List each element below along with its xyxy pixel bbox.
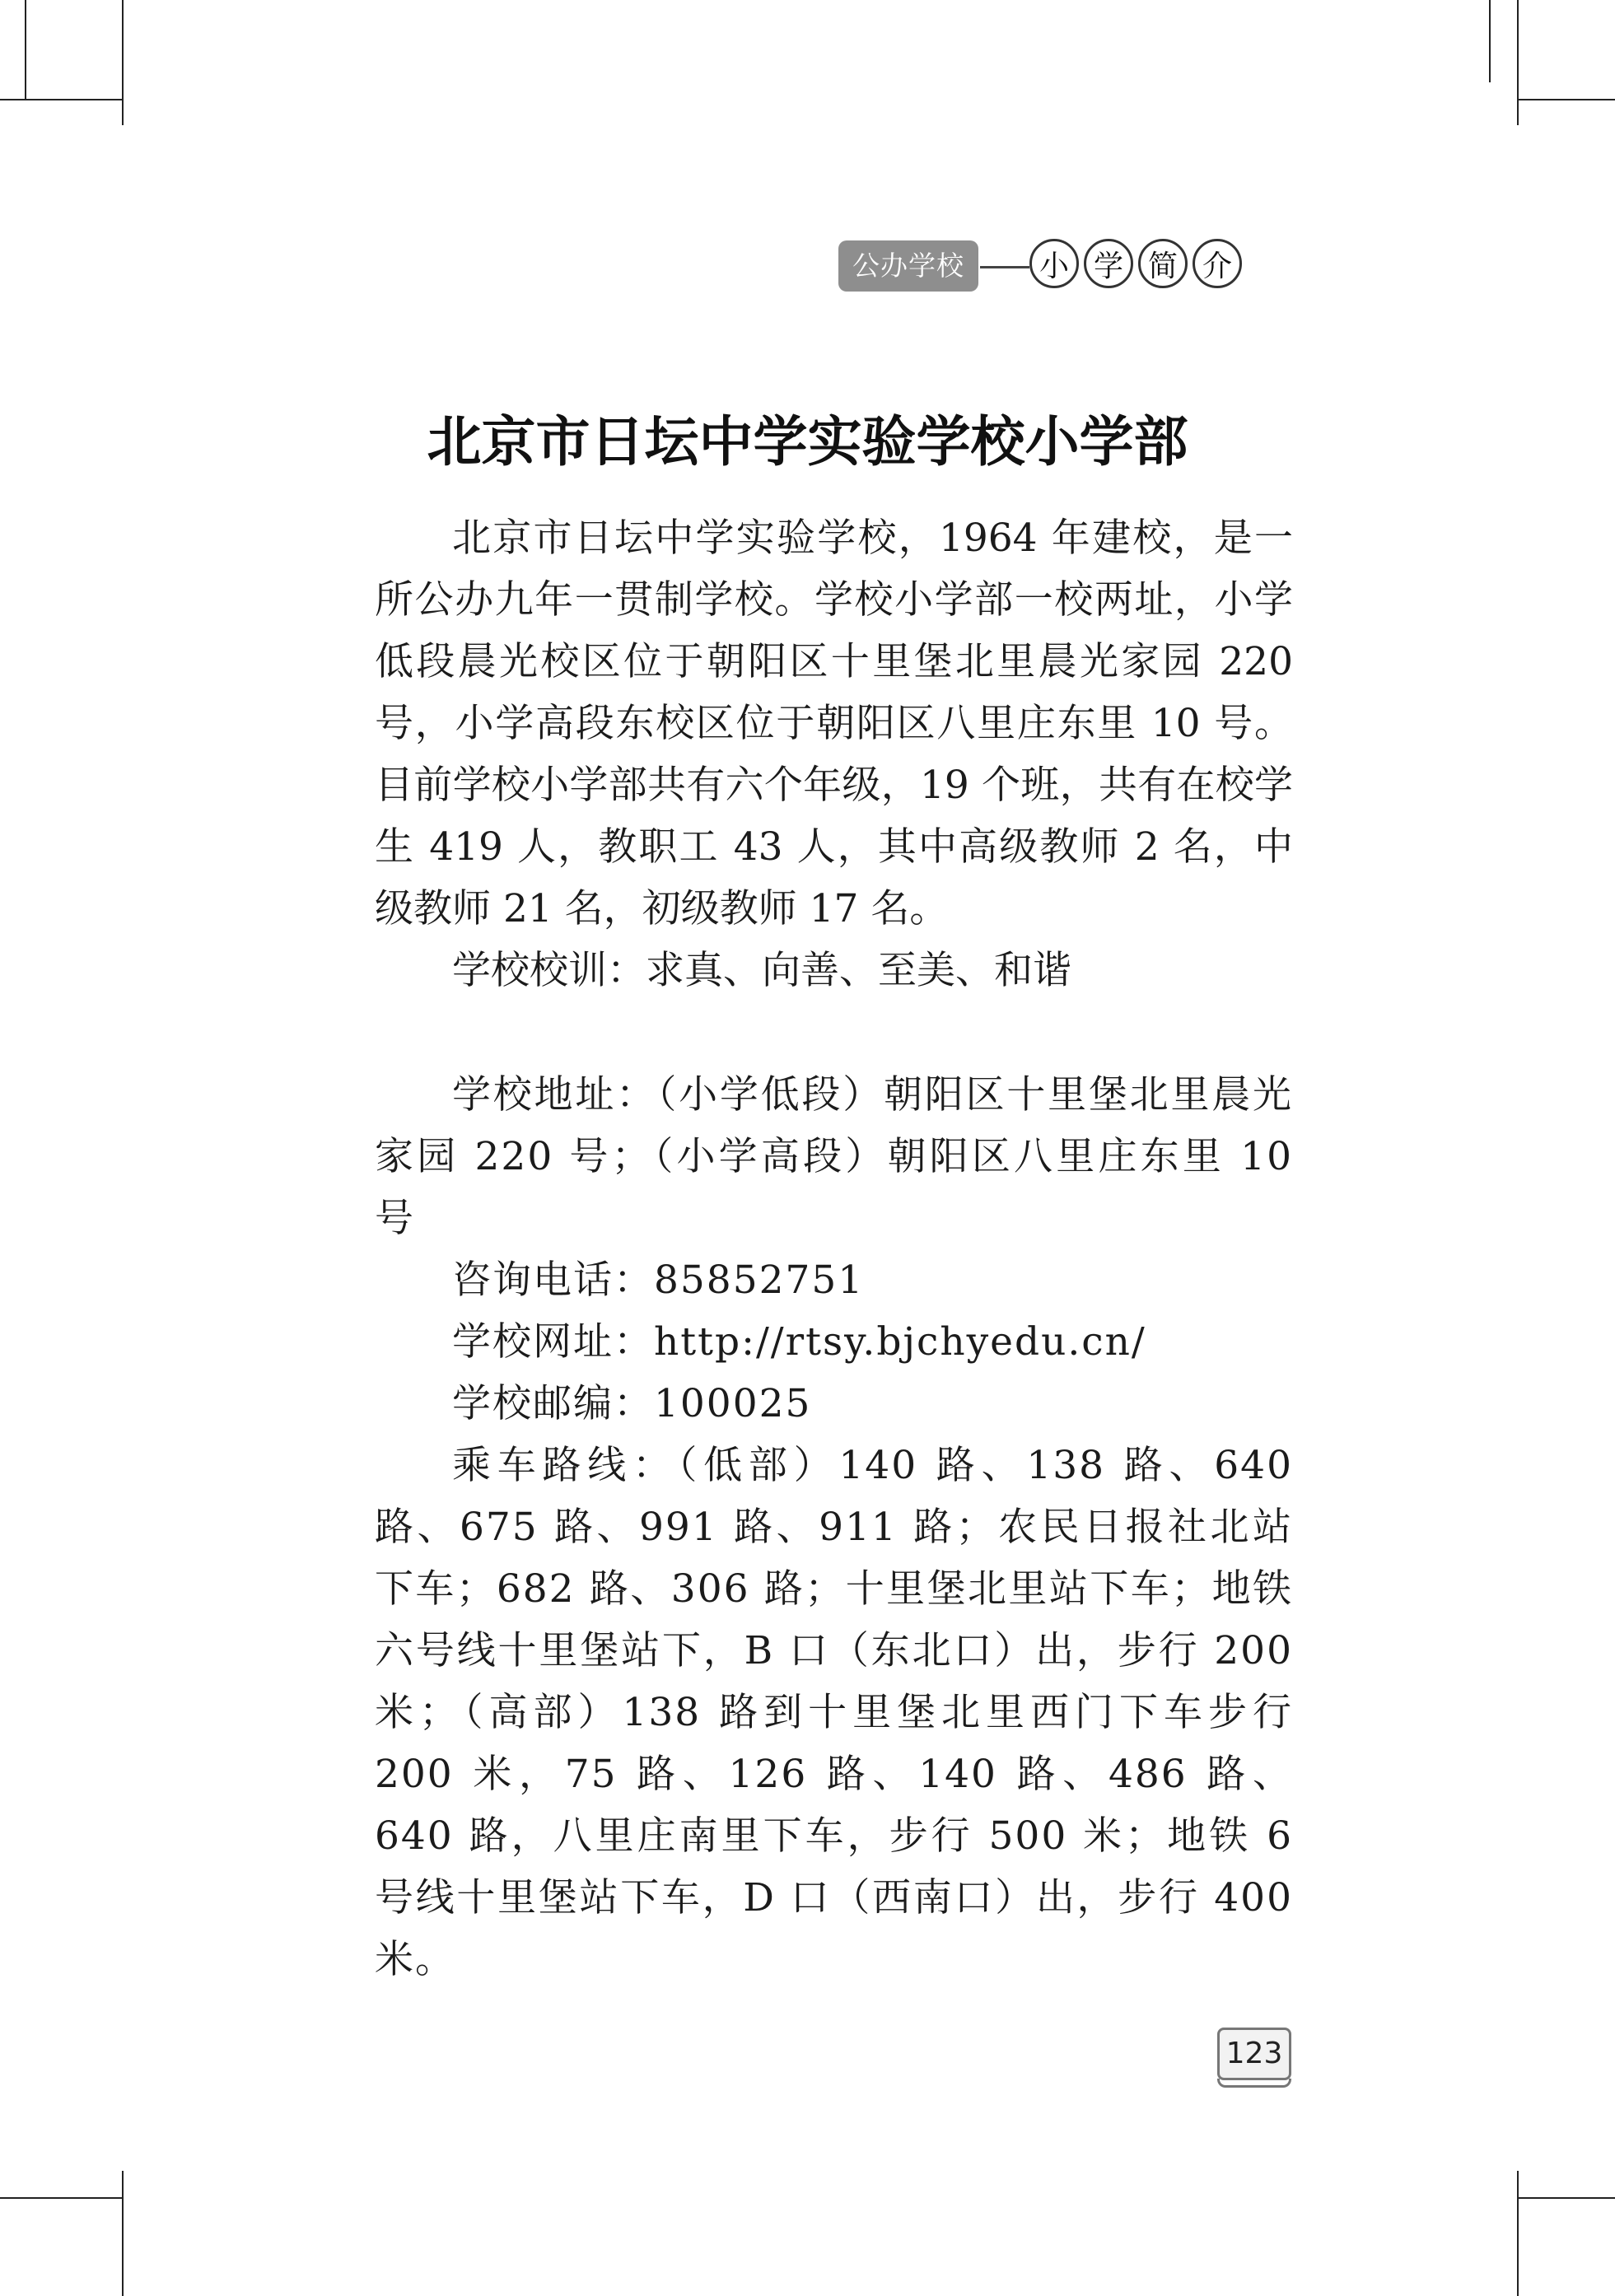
crop-mark — [122, 2171, 124, 2296]
circled-char: 学 — [1084, 239, 1133, 288]
circled-char: 简 — [1138, 239, 1188, 288]
school-website: 学校网址：http://rtsy.bjchyedu.cn/ — [452, 1319, 1146, 1365]
intro-paragraph: 北京市日坛中学实验学校，1964 年建校，是一所公办九年一贯制学校。学校小学部一校两址，小学低段晨光校区位于朝阳区十里堡北里晨光家园 220 号，小学高段东校区位于朝阳区八里庄东里 10 号。目前学校小学部共有六个年级，19 个班，共有在校学生 419 人，教职工 43 人，其中高级教师 2 名，中级教师 21 名，初级教师 17 名。 — [375, 516, 1293, 931]
header-connector-line — [980, 266, 1029, 268]
crop-mark — [1517, 2197, 1615, 2199]
crop-mark — [1517, 0, 1519, 125]
crop-mark — [25, 0, 26, 99]
circled-char: 小 — [1029, 239, 1079, 288]
crop-mark — [0, 2197, 124, 2199]
crop-mark — [1517, 99, 1615, 100]
section-badge: 公办学校 — [838, 240, 978, 292]
info-section — [375, 1064, 1293, 1990]
crop-mark — [0, 99, 124, 100]
crop-mark — [122, 0, 124, 125]
school-postcode: 学校邮编：100025 — [452, 1381, 812, 1426]
consult-phone: 咨询电话：85852751 — [452, 1258, 865, 1303]
intro-section — [375, 507, 1293, 1001]
page-number: 123 — [1225, 2037, 1283, 2070]
page-number-book-icon — [1217, 2028, 1291, 2080]
school-motto: 学校校训：求真、向善、至美、和谐 — [452, 948, 1071, 993]
crop-mark — [1489, 0, 1491, 82]
crop-mark — [1517, 2171, 1519, 2296]
school-address: 学校地址：（小学低段）朝阳区十里堡北里晨光家园 220 号；（小学高段）朝阳区八里庄东里 10 号 — [375, 1072, 1293, 1241]
bus-routes: 乘车路线：（低部）140 路、138 路、640 路、675 路、991 路、911 路；农民日报社北站下车；682 路、306 路；十里堡北里站下车；地铁六号线十里堡站下，B 口（东北口）出，步行 200 米；（高部）138 路到十里堡北里西门下车步行 200 米，75 路、126 路、140 路、486 路、640 路，八里庄南里下车，步行 500 米；地铁 6 号线十里堡站下车，D 口（西南口）出，步行 400 米。 — [375, 1443, 1293, 1982]
circled-char: 介 — [1193, 239, 1242, 288]
section-title — [1029, 239, 1242, 288]
page-title: 北京市日坛中学实验学校小学部 — [427, 410, 1188, 474]
